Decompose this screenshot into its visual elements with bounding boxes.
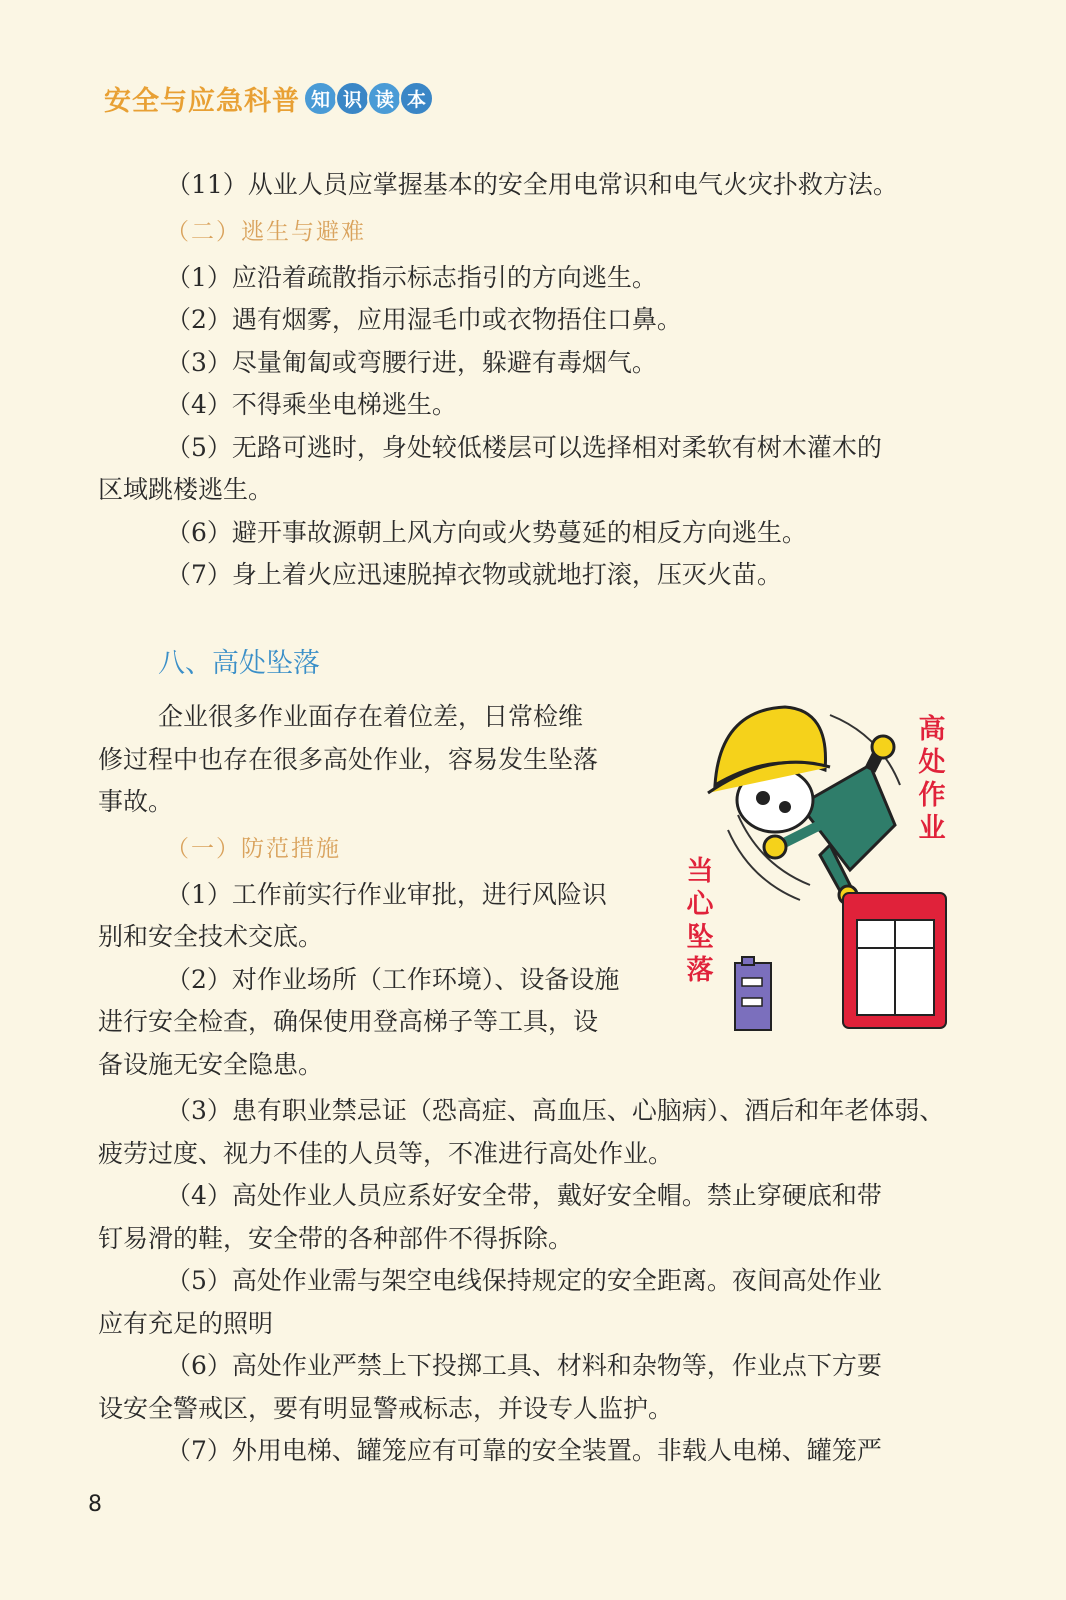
header-title: 安全与应急科普 <box>104 85 300 117</box>
intro-line: 企业很多作业面存在着位差，日常检维 <box>158 702 584 731</box>
list-item-continued: 设安全警戒区，要有明显警戒标志，并设专人监护。 <box>98 1393 674 1423</box>
header-badges <box>306 81 434 116</box>
subheading-measures: （一）防范措施 <box>166 835 341 862</box>
intro-line: 事故。 <box>98 787 174 816</box>
paragraph: （11）从业人员应掌握基本的安全用电常识和电气火灾扑救方法。 <box>166 170 898 199</box>
list-item: （2）对作业场所（工作环境）、设备设施 <box>166 964 620 994</box>
label-beware-fall: 当心坠落 <box>686 856 714 986</box>
list-item-continued: 应有充足的照明 <box>98 1308 274 1338</box>
list-item-continued: 备设施无安全隐患。 <box>98 1049 324 1079</box>
section-8-narrow-text <box>98 696 668 1086</box>
list-item-continued: 区域跳楼逃生。 <box>98 475 274 504</box>
list-item: （1）应沿着疏散指示标志指引的方向逃生。 <box>166 262 657 292</box>
section-8-wide-text <box>98 1090 958 1473</box>
list-item: （5）高处作业需与架空电线保持规定的安全距离。夜间高处作业 <box>166 1266 882 1295</box>
list-item: （5）无路可逃时，身处较低楼层可以选择相对柔软有树木灌木的 <box>166 432 882 462</box>
list-item-continued: 钉易滑的鞋，安全带的各种部件不得拆除。 <box>98 1223 574 1253</box>
list-item: （6）高处作业严禁上下投掷工具、材料和杂物等，作业点下方要 <box>166 1351 882 1380</box>
intro-line: 修过程中也存在很多高处作业，容易发生坠落 <box>98 744 599 774</box>
fall-hazard-illustration <box>680 695 970 1040</box>
list-item: （1）工作前实行作业审批，进行风险识 <box>166 879 607 909</box>
list-item: （7）外用电梯、罐笼应有可靠的安全装置。非载人电梯、罐笼严 <box>166 1436 882 1465</box>
list-item: （7）身上着火应迅速脱掉衣物或就地打滚，压灭火苗。 <box>166 560 782 589</box>
header-badge: 本 <box>399 81 434 116</box>
list-item: （2）遇有烟雾，应用湿毛巾或衣物捂住口鼻。 <box>166 305 682 334</box>
section-8 <box>98 642 958 686</box>
list-item: （6）避开事故源朝上风方向或火势蔓延的相反方向逃生。 <box>166 517 807 547</box>
section-title: 八、高处坠落 <box>158 648 320 679</box>
list-item-continued: 疲劳过度、视力不佳的人员等，不准进行高处作业。 <box>98 1138 674 1168</box>
list-item-continued: 进行安全检查，确保使用登高梯子等工具，设 <box>98 1007 599 1036</box>
subheading-escape: （二）逃生与避难 <box>166 218 366 245</box>
label-high-work: 高处作业 <box>918 714 946 844</box>
running-header <box>104 78 434 118</box>
header-badge: 知 <box>303 81 338 116</box>
list-item: （3）患有职业禁忌证（恐高症、高血压、心脑病）、酒后和年老体弱、 <box>166 1096 945 1125</box>
list-item-continued: 别和安全技术交底。 <box>98 922 324 951</box>
list-item: （4）高处作业人员应系好安全带，戴好安全帽。禁止穿硬底和带 <box>166 1181 882 1210</box>
page-number: 8 <box>88 1492 102 1517</box>
list-item: （4）不得乘坐电梯逃生。 <box>166 390 457 419</box>
header-badge: 识 <box>335 81 370 116</box>
fire-escape-block <box>98 164 958 597</box>
list-item: （3）尽量匍匐或弯腰行进，躲避有毒烟气。 <box>166 347 657 377</box>
header-badge: 读 <box>367 81 402 116</box>
